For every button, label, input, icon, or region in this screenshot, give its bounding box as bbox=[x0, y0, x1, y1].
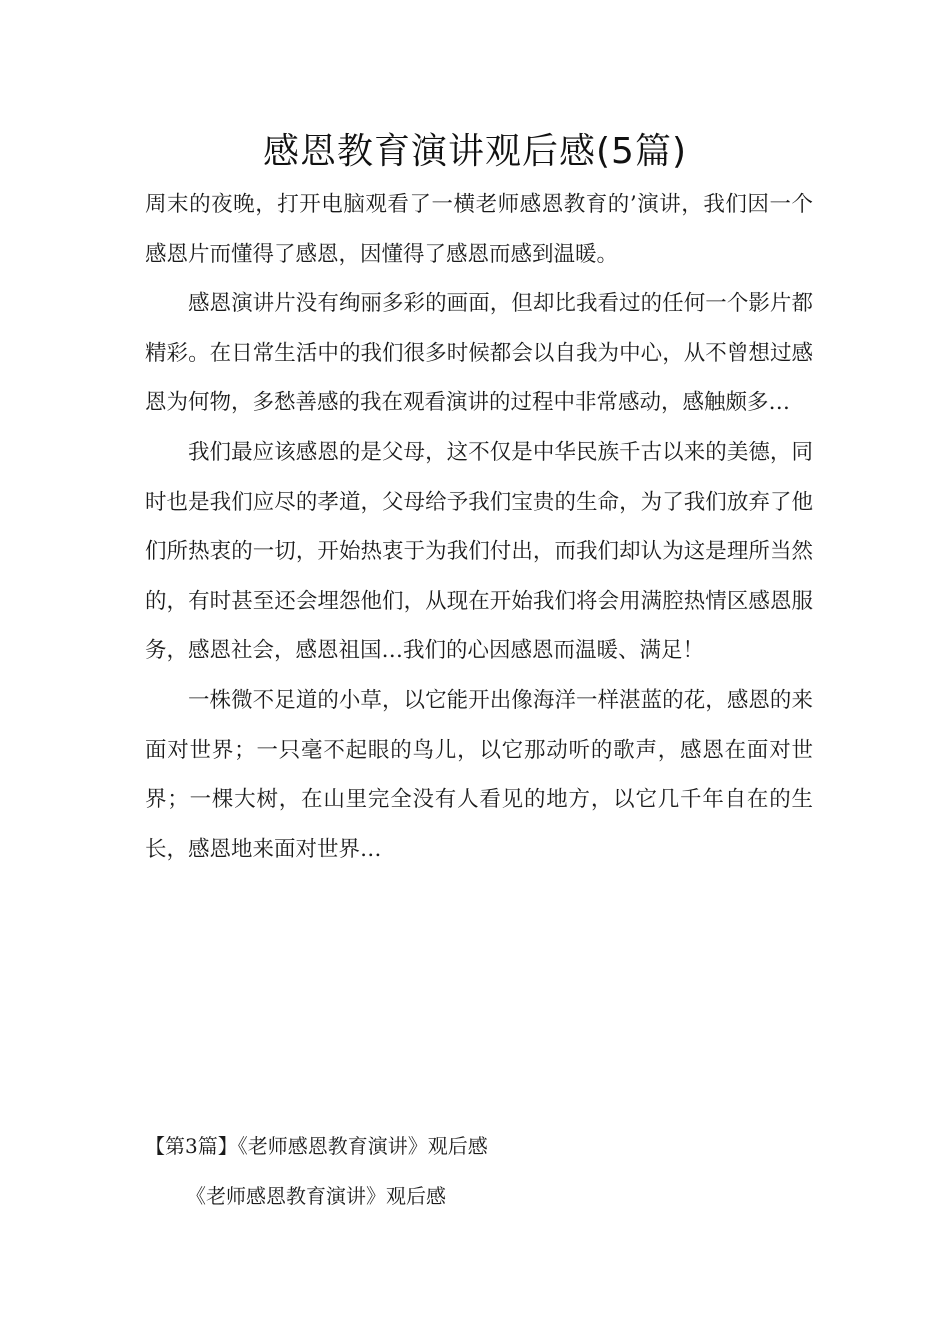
document-body bbox=[145, 180, 813, 874]
document-title: 感恩教育演讲观后感(5篇) bbox=[263, 131, 687, 172]
paragraph-2: 感恩演讲片没有绚丽多彩的画面，但却比我看过的任何一个影片都精彩。在日常生活中的我们很多时候都会以自我为中心，从不曾想过感恩为何物，多愁善感的我在观看演讲的过程中非常感动，感触颇多… bbox=[145, 291, 813, 416]
paragraph-4: 一株微不足道的小草，以它能开出像海洋一样湛蓝的花，感恩的来面对世界；一只毫不起眼的鸟儿，以它那动听的歌声，感恩在面对世界；一棵大树，在山里完全没有人看见的地方，以它几千年自在的生长，感恩地来面对世界… bbox=[145, 687, 813, 862]
paragraph-1: 周末的夜晚，打开电脑观看了一横老师感恩教育的’演讲，我们因一个感恩片而懂得了感恩，因懂得了感恩而感到温暖。 bbox=[145, 192, 813, 267]
section-heading: 【第3篇】《老师感恩教育演讲》观后感 bbox=[145, 1134, 488, 1158]
paragraph-3: 我们最应该感恩的是父母，这不仅是中华民族千古以来的美德，同时也是我们应尽的孝道，父母给予我们宝贵的生命，为了我们放弃了他们所热衷的一切，开始热衷于为我们付出，而我们却认为这是理所当然的，有时甚至还会埋怨他们，从现在开始我们将会用满腔热情区感恩服务，感恩社会，感恩祖国…我们的心因感恩而温暖、满足！ bbox=[145, 439, 813, 664]
section-subtitle: 《老师感恩教育演讲》观后感 bbox=[186, 1184, 446, 1208]
